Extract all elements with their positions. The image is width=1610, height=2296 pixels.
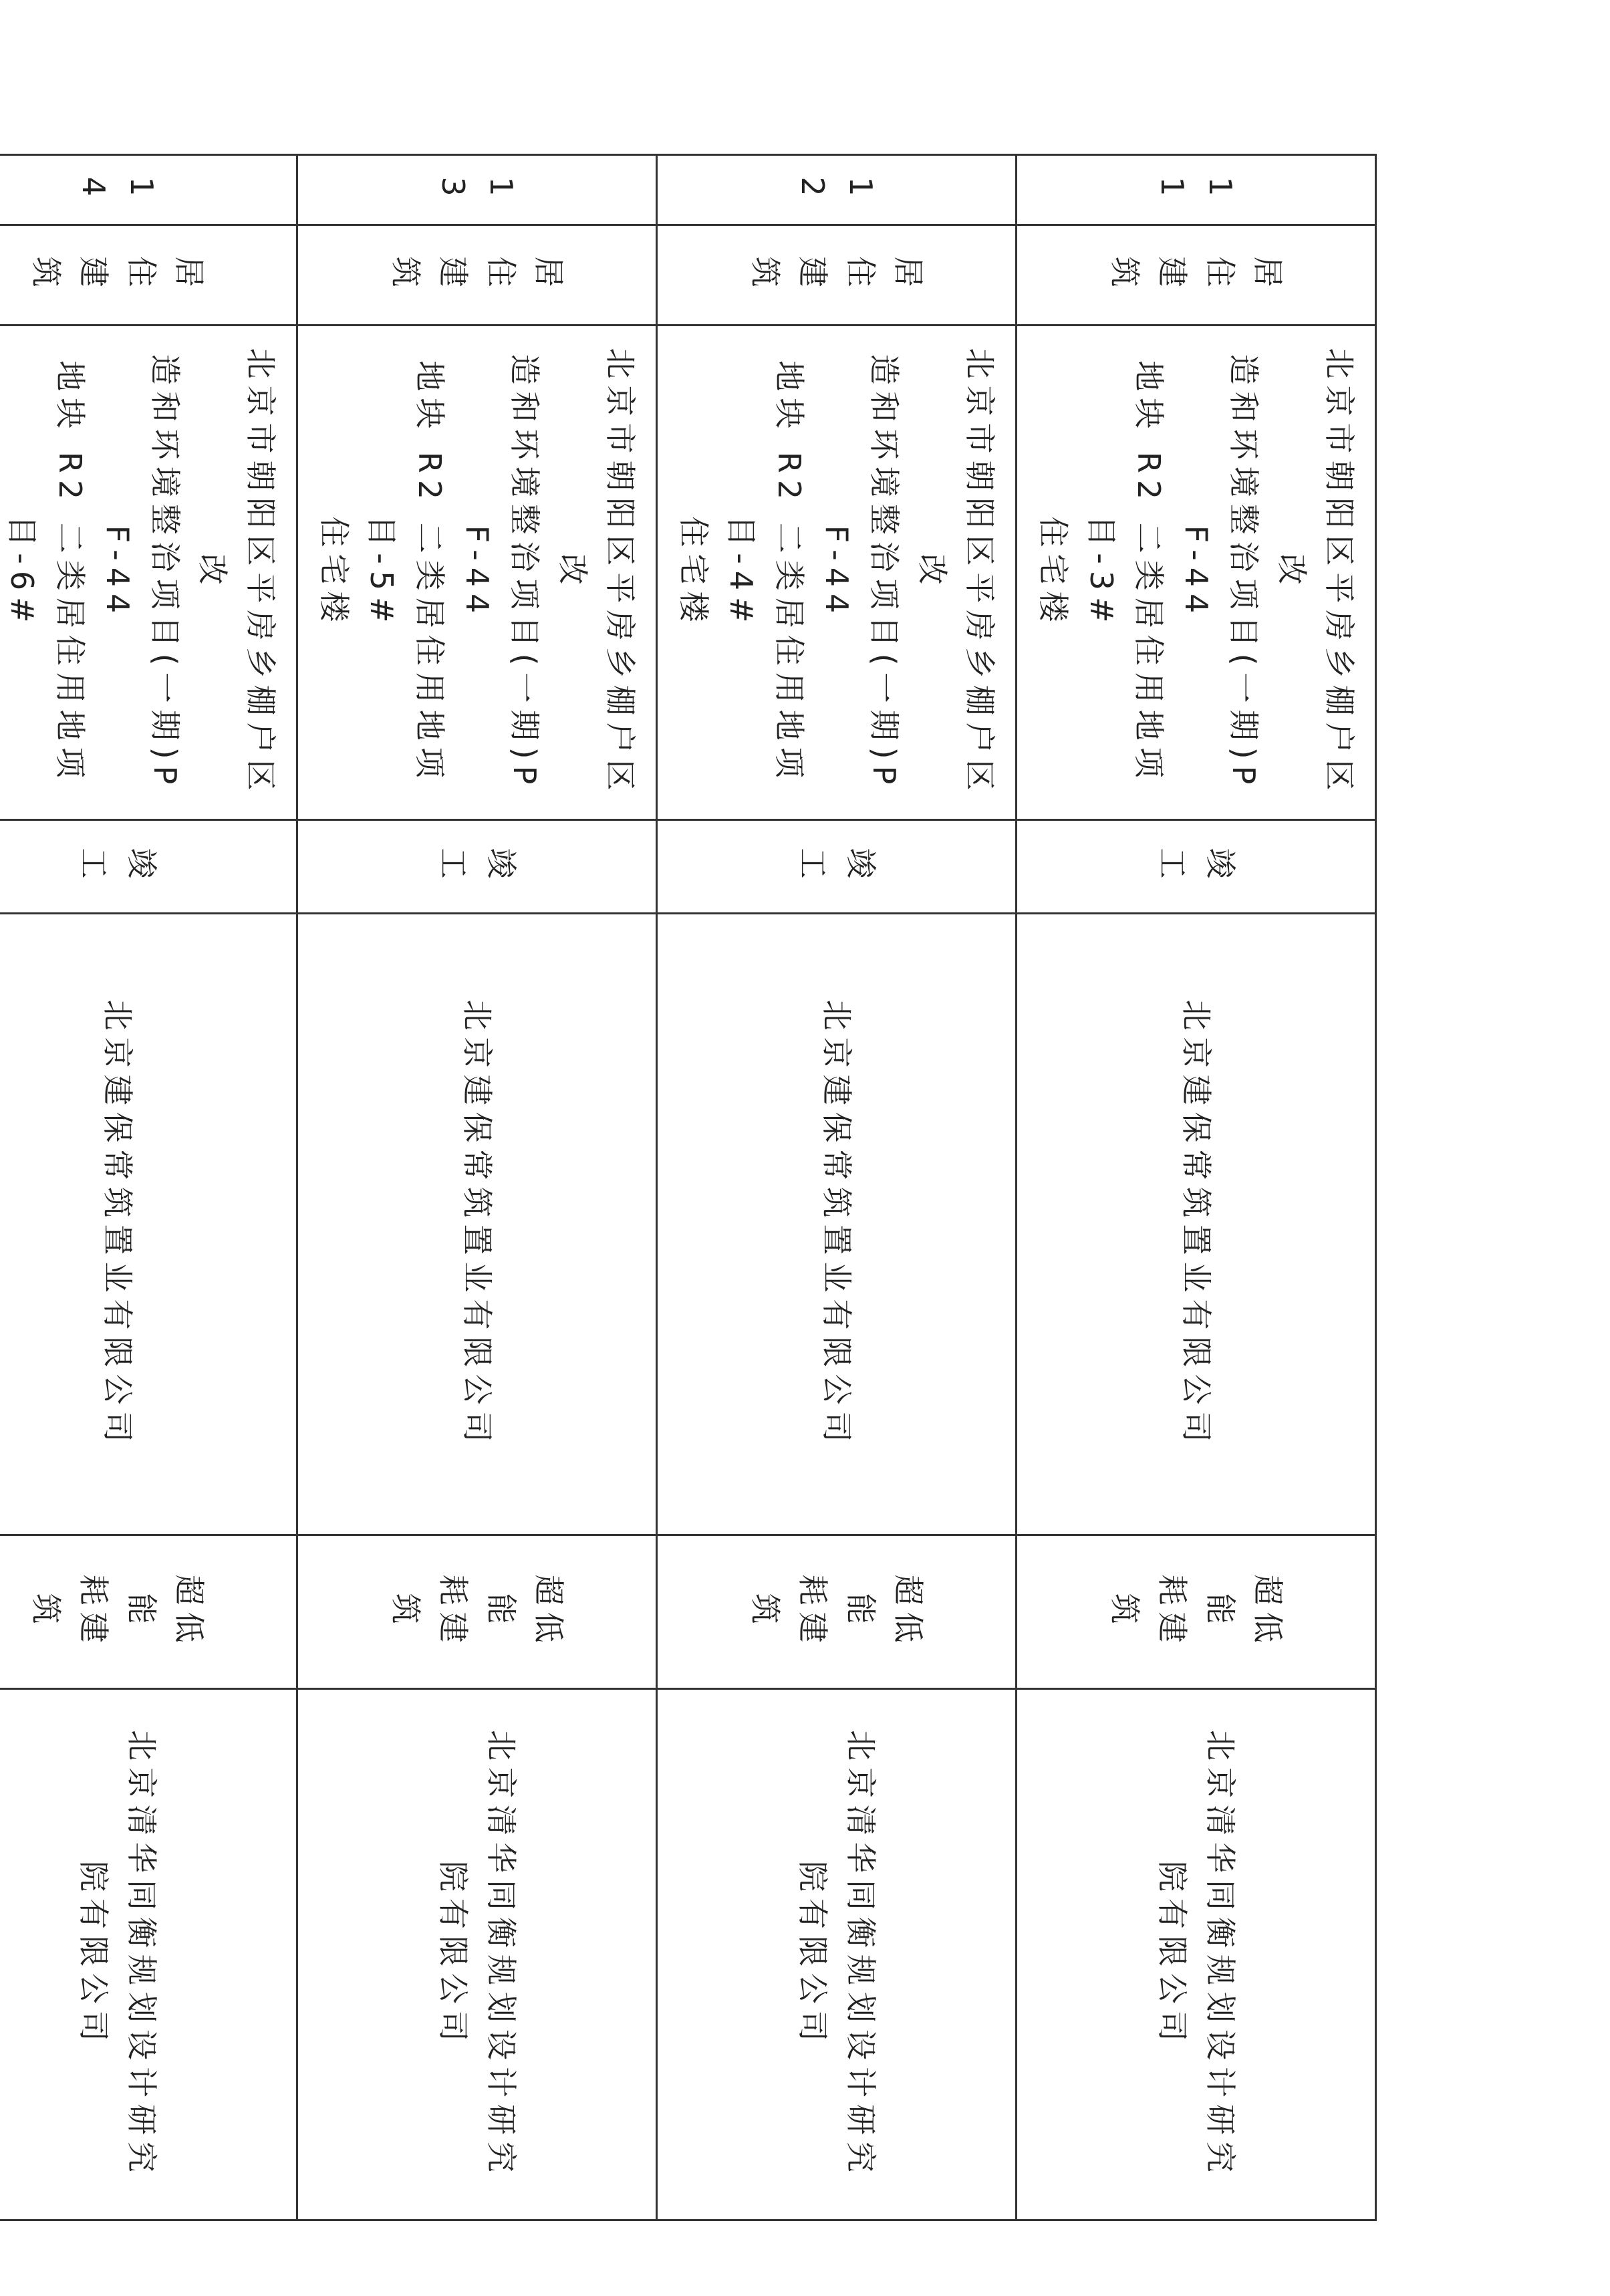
design-line: 北京清华同衡规划设计研究 (842, 1730, 879, 2179)
category-line: 耗建筑 (747, 1574, 831, 1650)
building-type-line: 建筑 (388, 256, 472, 294)
building-type-line: 居住 (483, 256, 567, 294)
design-line: 院有限公司 (76, 1861, 112, 2048)
design-institute (1016, 1689, 1375, 2220)
row-number: 13 (297, 155, 656, 225)
design-line: 北京清华同衡规划设计研究 (483, 1730, 519, 2179)
project-name-line: 地块 R2 二类居住用地项目-4# (723, 360, 807, 785)
building-type-line: 建筑 (27, 256, 112, 294)
project-name-line: 造和环境整治项目(一期)PF-44 (458, 354, 543, 791)
design-line: 北京清华同衡规划设计研究 (1202, 1730, 1238, 2179)
project-name-line: 北京市朝阳区平房乡棚户区改 (914, 348, 998, 797)
building-type (0, 225, 297, 326)
project-name-line: 住宅楼 (1035, 516, 1072, 629)
project-name-line: 造和环境整治项目(一期)PF-44 (1178, 354, 1262, 791)
category-line: 超低能 (842, 1574, 926, 1650)
project-name-line: 北京市朝阳区平房乡棚户区改 (554, 348, 638, 797)
building-category (656, 1535, 1016, 1689)
project-stage: 竣工 (1016, 820, 1375, 914)
project-name-line: 地块 R2 二类居住用地项目-6# (4, 360, 88, 785)
owner-company: 北京建保常筑置业有限公司 (1016, 914, 1375, 1535)
building-type-line: 建筑 (747, 256, 831, 294)
owner-company: 北京建保常筑置业有限公司 (656, 914, 1016, 1535)
project-table (0, 154, 1377, 2221)
category-line: 超低能 (123, 1574, 207, 1650)
design-institute (656, 1689, 1016, 2220)
project-name-line: 北京市朝阳区平房乡棚户区改 (194, 348, 279, 797)
table-row (1016, 155, 1375, 2220)
project-name-line: 地块 R2 二类居住用地项目-3# (1083, 360, 1167, 785)
project-name-line: 地块 R2 二类居住用地项目-5# (364, 360, 448, 785)
design-institute (0, 1689, 297, 2220)
table-row (0, 155, 297, 2220)
project-name-line: 造和环境整治项目(一期)PF-44 (99, 354, 184, 791)
row-number: 11 (1016, 155, 1375, 225)
project-stage: 竣工 (656, 820, 1016, 914)
building-category (1016, 1535, 1375, 1689)
project-name (656, 326, 1016, 820)
project-name (0, 326, 297, 820)
category-line: 超低能 (1202, 1574, 1287, 1650)
table-row (297, 155, 656, 2220)
table-row (656, 155, 1016, 2220)
project-name-line: 造和环境整治项目(一期)PF-44 (819, 354, 903, 791)
building-type-line: 居住 (842, 256, 926, 294)
owner-company: 北京建保常筑置业有限公司 (0, 914, 297, 1535)
building-type-line: 建筑 (1107, 256, 1191, 294)
project-stage: 竣工 (0, 820, 297, 914)
category-line: 超低能 (483, 1574, 567, 1650)
design-line: 院有限公司 (795, 1861, 831, 2048)
building-type (656, 225, 1016, 326)
project-name-line: 住宅楼 (676, 516, 712, 629)
owner-company: 北京建保常筑置业有限公司 (297, 914, 656, 1535)
building-type (297, 225, 656, 326)
building-type-line: 居住 (123, 256, 207, 294)
project-stage: 竣工 (297, 820, 656, 914)
project-name (1016, 326, 1375, 820)
row-number: 14 (0, 155, 297, 225)
rotated-page-content (4, 154, 1377, 2219)
category-line: 耗建筑 (1107, 1574, 1191, 1650)
design-line: 院有限公司 (435, 1861, 472, 2048)
project-name-line: 住宅楼 (316, 516, 353, 629)
building-type-line: 居住 (1202, 256, 1287, 294)
building-category (0, 1535, 297, 1689)
building-category (297, 1535, 656, 1689)
building-type (1016, 225, 1375, 326)
project-name (297, 326, 656, 820)
row-number: 12 (656, 155, 1016, 225)
category-line: 耗建筑 (27, 1574, 112, 1650)
category-line: 耗建筑 (388, 1574, 472, 1650)
design-line: 北京清华同衡规划设计研究 (123, 1730, 160, 2179)
design-institute (297, 1689, 656, 2220)
project-name-line: 北京市朝阳区平房乡棚户区改 (1273, 348, 1357, 797)
design-line: 院有限公司 (1154, 1861, 1191, 2048)
